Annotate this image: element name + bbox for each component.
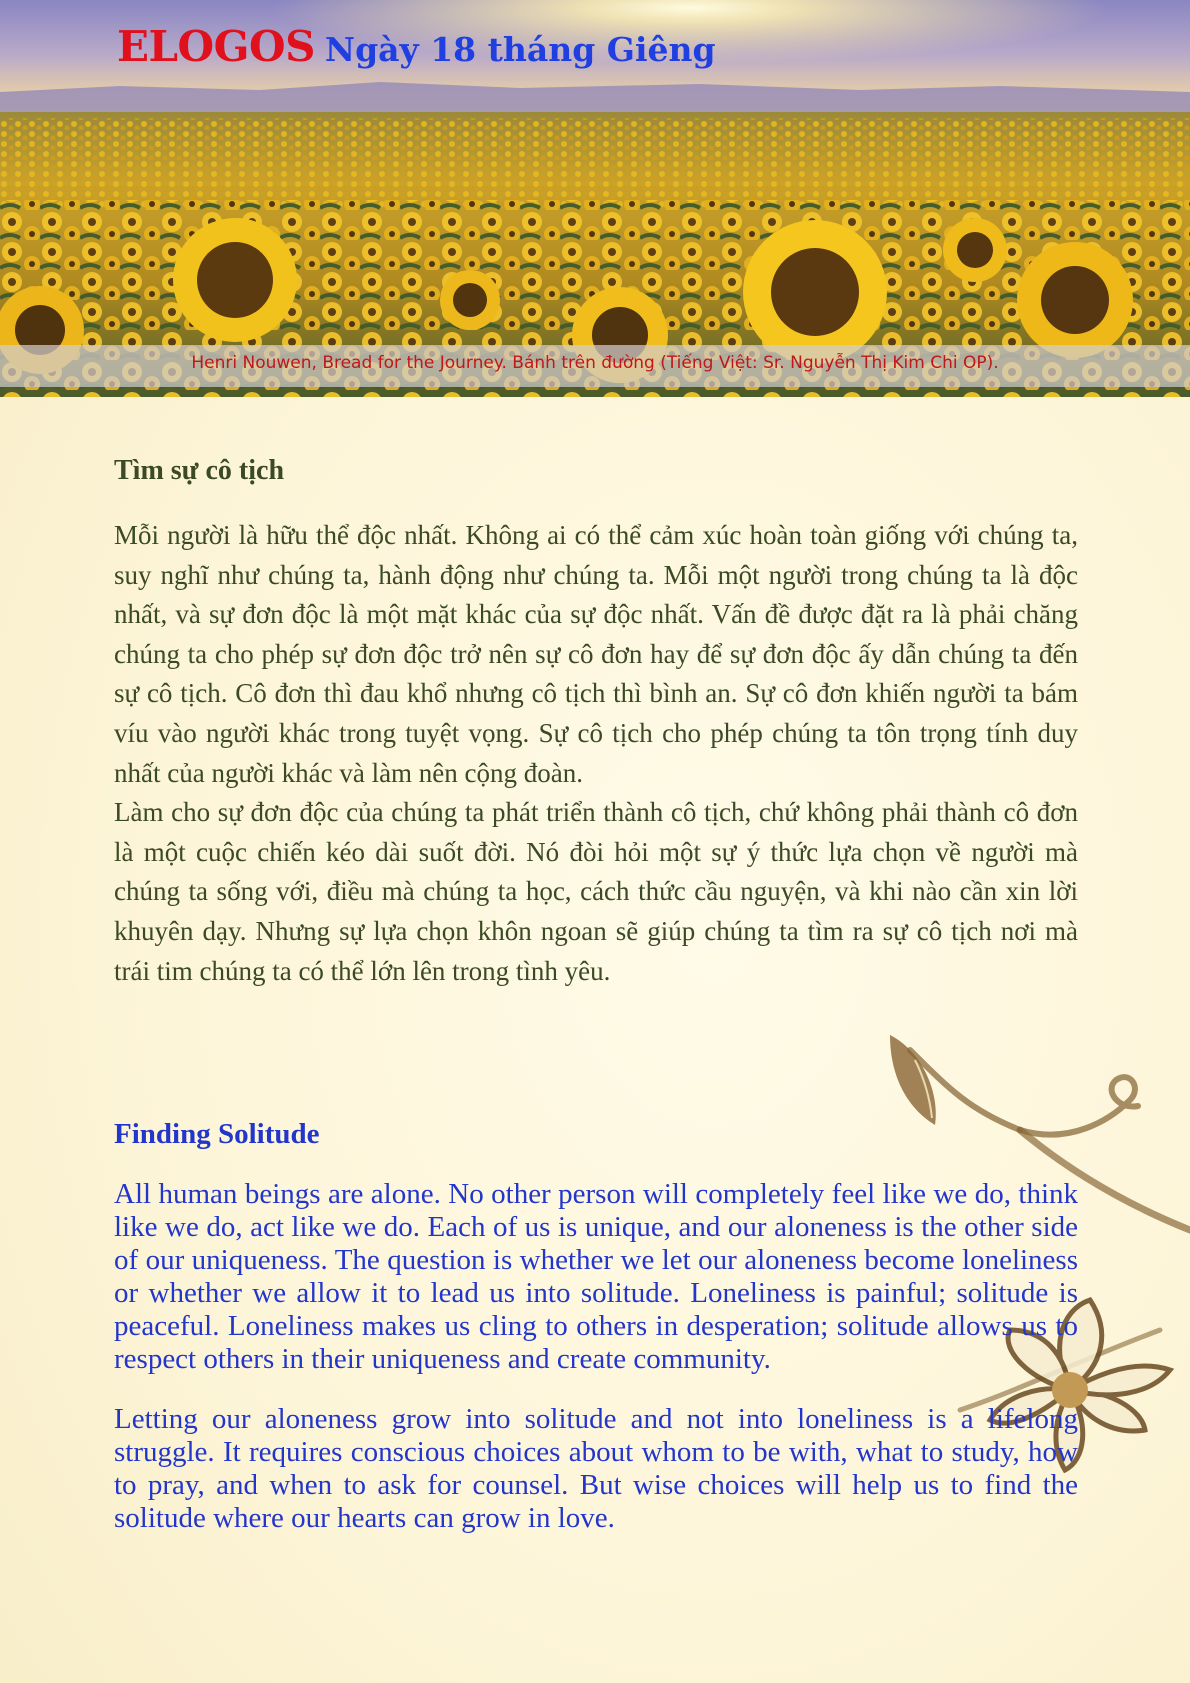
english-body xyxy=(114,1178,1078,1562)
vietnamese-title: Tìm sự cô tịch xyxy=(114,455,285,486)
vietnamese-paragraph: Làm cho sự đơn độc của chúng ta phát triển thành cô tịch, chứ không phải thành cô đơn là một cuộc chiến kéo dài suốt đời. Nó đòi hỏi một sự ý thức lựa chọn về người mà chúng ta sống với, điều mà chúng ta học, cách thức cầu nguyện, và khi nào cần xin lời khuyên dạy. Nhưng sự lựa chọn khôn ngoan sẽ giúp chúng ta tìm ra sự cô tịch nơi mà trái tim chúng ta có thể lớn lên trong tình yêu. xyxy=(114,797,1078,986)
header-date: Ngày 18 tháng Giêng xyxy=(324,30,716,69)
header-banner xyxy=(0,0,1190,397)
vietnamese-body xyxy=(114,516,1078,991)
english-title: Finding Solitude xyxy=(114,1118,320,1150)
source-caption: Henri Nouwen, Bread for the Journey. Bánh trên đường (Tiếng Việt: Sr. Nguyễn Thị Kim Chi OP). xyxy=(191,353,999,373)
brand-name: ELOGOS xyxy=(117,22,315,71)
vietnamese-paragraph: Mỗi người là hữu thể độc nhất. Không ai có thể cảm xúc hoàn toàn giống với chúng ta, suy nghĩ như chúng ta, hành động như chúng ta. Mỗi một người trong chúng ta là độc nhất, và sự đơn độc là một mặt khác của sự độc nhất. Vấn đề được đặt ra là phải chăng chúng ta cho phép sự đơn độc trở nên sự cô đơn hay để sự đơn độc ấy dẫn chúng ta đến sự cô tịch. Cô đơn thì đau khổ nhưng cô tịch thì bình an. Sự cô đơn khiến người ta bám víu vào người khác trong tuyệt vọng. Sự cô tịch cho phép chúng ta tôn trọng tính duy nhất của người khác và làm nên cộng đoàn. xyxy=(114,520,1078,788)
english-paragraph: Letting our aloneness grow into solitude and not into loneliness is a lifelong struggle. It requires conscious choices about whom to be with, what to study, how to pray, and when to ask for counsel. But wise choices will help us to find the solitude where our hearts can grow in love. xyxy=(114,1403,1078,1534)
brand-header xyxy=(117,22,716,71)
english-paragraph: All human beings are alone. No other person will completely feel like we do, think like we do, act like we do. Each of us is unique, and our aloneness is the other side of our uniqueness. The question is whether we let our aloneness become loneliness or whether we allow it to lead us into solitude. Loneliness is painful; solitude is peaceful. Loneliness makes us cling to others in desperation; solitude allows us to respect others in their uniqueness and create community. xyxy=(114,1178,1078,1375)
